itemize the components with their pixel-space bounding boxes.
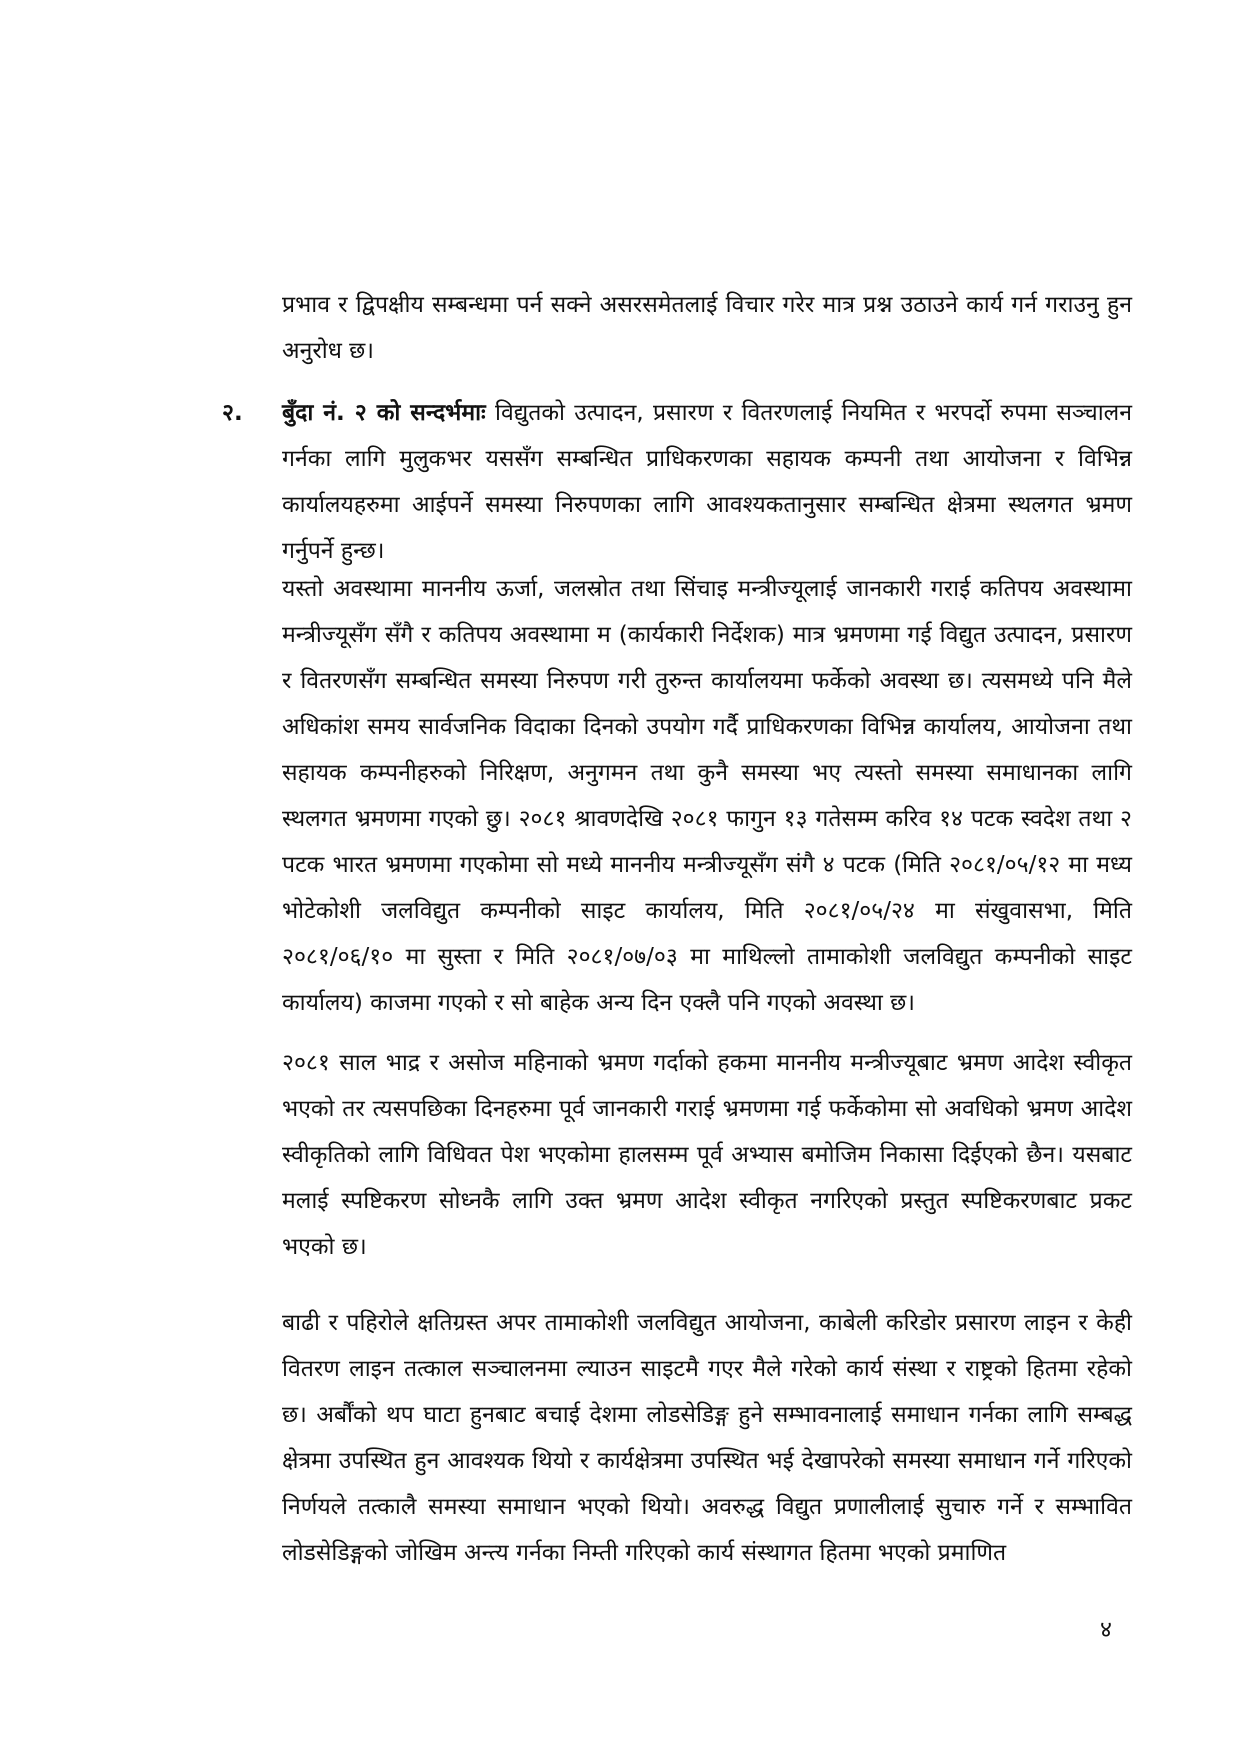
item-paragraph: [282, 390, 1132, 574]
item-heading: बुँदा नं. २ को सन्दर्भमाः: [282, 400, 486, 426]
intro-paragraph: प्रभाव र द्विपक्षीय सम्बन्धमा पर्न सक्ने असरसमेतलाई विचार गरेर मात्र प्रश्न उठाउने कार्य गर्न गराउनु हुन अनुरोध छ।: [282, 292, 1132, 364]
body-paragraph-2: २०८१ साल भाद्र र असोज महिनाको भ्रमण गर्दाको हकमा माननीय मन्त्रीज्यूबाट भ्रमण आदेश स्वीकृत भएको तर त्यसपछिका दिनहरुमा पूर्व जानकारी गराई भ्रमणमा गई फर्केकोमा सो अवधिको भ्रमण आदेश स्वीकृतिको लागि विधिवत पेश भएकोमा हालसम्म पूर्व अभ्यास बमोजिम निकासा दिईएको छैन। यसबाट मलाई स्पष्टिकरण सोध्नकै लागि उक्त भ्रमण आदेश स्वीकृत नगरिएको प्रस्तुत स्पष्टिकरणबाट प्रकट भएको छ।: [282, 1050, 1132, 1260]
item-number: २.: [222, 400, 243, 426]
page-number: ४: [1100, 1617, 1112, 1643]
item-text: विद्युतको उत्पादन, प्रसारण र वितरणलाई नियमित र भरपर्दो रुपमा सञ्चालन गर्नका लागि मुलुकभर यससँग सम्बन्धित प्राधिकरणका सहायक कम्पनी तथा आयोजना र विभिन्न कार्यालयहरुमा आईपर्ने समस्या निरुपणका लागि आवश्यकतानुसार सम्बन्धित क्षेत्रमा स्थलगत भ्रमण गर्नुपर्ने हुन्छ।: [282, 400, 1133, 564]
body-paragraph-3: बाढी र पहिरोले क्षतिग्रस्त अपर तामाकोशी जलविद्युत आयोजना, काबेली करिडोर प्रसारण लाइन र केही वितरण लाइन तत्काल सञ्चालनमा ल्याउन साइटमै गएर मैले गरेको कार्य संस्था र राष्ट्रको हितमा रहेको छ। अर्बौंको थप घाटा हुनबाट बचाई देशमा लोडसेडिङ्ग हुने सम्भावनालाई समाधान गर्नका लागि सम्बद्ध क्षेत्रमा उपस्थित हुन आवश्यक थियो र कार्यक्षेत्रमा उपस्थित भई देखापरेको समस्या समाधान गर्ने गरिएको निर्णयले तत्कालै समस्या समाधान भएको थियो। अवरुद्ध विद्युत प्रणालीलाई सुचारु गर्ने र सम्भावित लोडसेडिङ्गको जोखिम अन्त्य गर्नका निम्ती गरिएको कार्य संस्थागत हितमा भएको प्रमाणित: [282, 1310, 1132, 1566]
body-paragraph-1: यस्तो अवस्थामा माननीय ऊर्जा, जलस्रोत तथा सिंचाइ मन्त्रीज्यूलाई जानकारी गराई कतिपय अवस्थामा मन्त्रीज्यूसँग सँगै र कतिपय अवस्थामा म (कार्यकारी निर्देशक) मात्र भ्रमणमा गई विद्युत उत्पादन, प्रसारण र वितरणसँग सम्बन्धित समस्या निरुपण गरी तुरुन्त कार्यालयमा फर्केको अवस्था छ। त्यसमध्ये पनि मैले अधिकांश समय सार्वजनिक विदाका दिनको उपयोग गर्दै प्राधिकरणका विभिन्न कार्यालय, आयोजना तथा सहायक कम्पनीहरुको निरिक्षण, अनुगमन तथा कुनै समस्या भए त्यस्तो समस्या समाधानका लागि स्थलगत भ्रमणमा गएको छु। २०८१ श्रावणदेखि २०८१ फागुन १३ गतेसम्म करिव १४ पटक स्वदेश तथा २ पटक भारत भ्रमणमा गएकोमा सो मध्ये माननीय मन्त्रीज्यूसँग संगै ४ पटक (मिति २०८१/०५/१२ मा मध्य भोटेकोशी जलविद्युत कम्पनीको साइट कार्यालय, मिति २०८१/०५/२४ मा संखुवासभा, मिति २०८१/०६/१० मा सुस्ता र मिति २०८१/०७/०३ मा माथिल्लो तामाकोशी जलविद्युत कम्पनीको साइट कार्यालय) काजमा गएको र सो बाहेक अन्य दिन एक्लै पनि गएको अवस्था छ।: [282, 576, 1132, 1016]
